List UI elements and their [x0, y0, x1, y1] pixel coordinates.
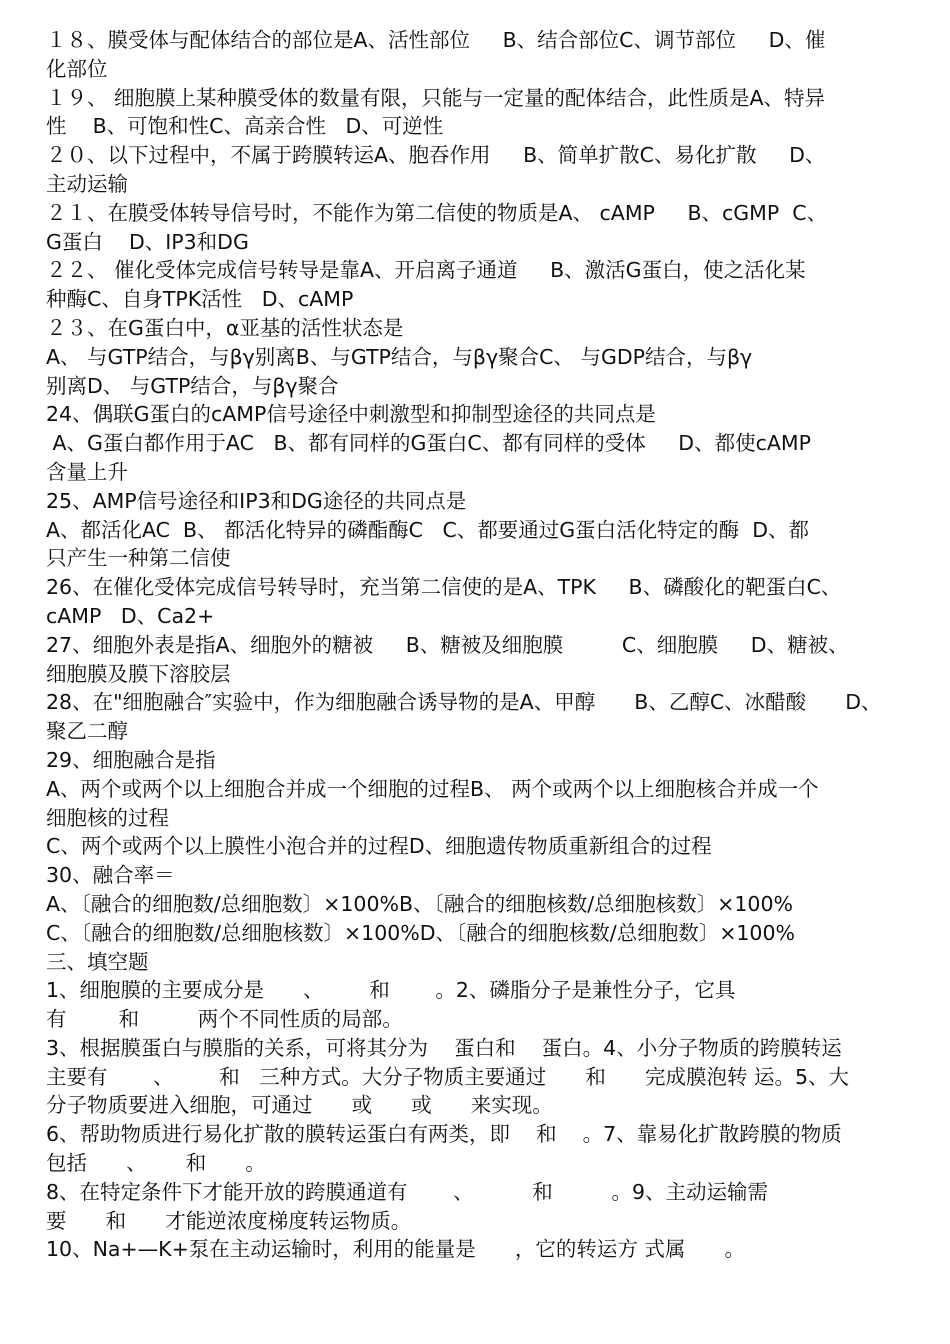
text-line: 有 和 两个不同性质的局部。 — [46, 1007, 403, 1032]
text-line: 主动运输 — [46, 171, 128, 196]
text-line: 28、在"细胞融合″实验中，作为细胞融合诱导物的是A、甲醇 B、乙醇C、冰醋酸 D、 — [46, 690, 882, 715]
section-heading: 三、填空题 — [46, 949, 149, 974]
text-line: 27、细胞外表是指A、细胞外的糖被 B、糖被及细胞膜 C、细胞膜 D、糖被、 — [46, 632, 849, 657]
text-line: １９、 细胞膜上某种膜受体的数量有限，只能与一定量的配体结合，此性质是A、特异 — [46, 85, 826, 110]
text-line: ２２、 催化受体完成信号转导是靠A、开启离子通道 B、激活G蛋白，使之活化某 — [46, 258, 806, 283]
text-line: 24、偶联G蛋白的cAMP信号途径中刺激型和抑制型途径的共同点是 — [46, 402, 656, 427]
text-line: 分子物质要进入细胞，可通过 或 或 来实现。 — [46, 1093, 553, 1118]
text-line: 要 和 才能逆浓度梯度转运物质。 — [46, 1208, 412, 1233]
text-line: 别离D、 与GTP结合，与βγ聚合 — [46, 373, 339, 398]
text-line: 3、根据膜蛋白与膜脂的关系，可将其分为 蛋白和 蛋白。4、小分子物质的跨膜转运 — [46, 1035, 842, 1060]
text-line: C、〔融合的细胞数/总细胞核数〕×100%D、〔融合的细胞核数/总细胞数〕×100% — [46, 920, 795, 945]
text-line: 1、细胞膜的主要成分是 、 和 。2、磷脂分子是兼性分子，它具 — [46, 978, 736, 1003]
text-line: ２３、在G蛋白中，α亚基的活性状态是 — [46, 315, 404, 340]
text-line: 30、融合率＝ — [46, 863, 175, 888]
text-line: １８、膜受体与配体结合的部位是A、活性部位 B、结合部位C、调节部位 D、催 — [46, 28, 826, 52]
text-line: 性 B、可饱和性C、高亲合性 D、可逆性 — [46, 114, 444, 139]
text-line: A、 与GTP结合，与βγ别离B、与GTP结合，与βγ聚合C、 与GDP结合，与βγ — [46, 344, 753, 369]
text-line: A、两个或两个以上细胞合并成一个细胞的过程B、 两个或两个以上细胞核合并成一个 — [46, 776, 819, 801]
text-line: 10、Na+—K+泵在主动运输时，利用的能量是 ，它的转运方 式属 。 — [46, 1237, 745, 1262]
text-line: A、G蛋白都作用于AC B、都有同样的G蛋白C、都有同样的受体 D、都使cAMP — [46, 431, 811, 456]
text-line: A、〔融合的细胞数/总细胞数〕×100%B、〔融合的细胞核数/总细胞核数〕×100% — [46, 891, 793, 916]
text-line: ２０、以下过程中，不属于跨膜转运A、胞吞作用 B、简单扩散C、易化扩散 D、 — [46, 143, 826, 168]
text-line: 种酶C、自身TPK活性 D、cAMP — [46, 287, 354, 312]
text-line: 6、帮助物质进行易化扩散的膜转运蛋白有两类，即 和 。7、靠易化扩散跨膜的物质 — [46, 1122, 842, 1147]
text-line: A、都活化AC B、 都活化特异的磷酯酶C C、都要通过G蛋白活化特定的酶 D、都 — [46, 517, 809, 542]
text-line: 包括 、 和 。 — [46, 1151, 266, 1176]
text-line: 主要有 、 和 三种方式。大分子物质主要通过 和 完成膜泡转 运。5、大 — [46, 1064, 850, 1089]
text-line: 细胞核的过程 — [46, 805, 169, 830]
text-line: 含量上升 — [46, 459, 128, 484]
text-line: 25、AMP信号途径和IP3和DG途径的共同点是 — [46, 488, 467, 513]
text-line: 26、在催化受体完成信号转导时，充当第二信使的是A、TPK B、磷酸化的靶蛋白C、 — [46, 575, 842, 600]
text-line: 29、细胞融合是指 — [46, 747, 216, 772]
text-line: 化部位 — [46, 56, 108, 81]
text-line: 只产生一种第二信使 — [46, 546, 231, 571]
text-line: G蛋白 D、IP3和DG — [46, 229, 249, 254]
text-line: cAMP D、Ca2+ — [46, 603, 215, 628]
text-line: 8、在特定条件下才能开放的跨膜通道有 、 和 。9、主动运输需 — [46, 1179, 768, 1204]
text-line: 聚乙二醇 — [46, 719, 128, 744]
text-line: 细胞膜及膜下溶胶层 — [46, 661, 231, 686]
text-line: ２１、在膜受体转导信号时，不能作为第二信使的物质是A、 cAMP B、cGMP C、 — [46, 200, 828, 225]
document-page — [46, 26, 908, 1264]
text-line: C、两个或两个以上膜性小泡合并的过程D、细胞遗传物质重新组合的过程 — [46, 834, 712, 859]
